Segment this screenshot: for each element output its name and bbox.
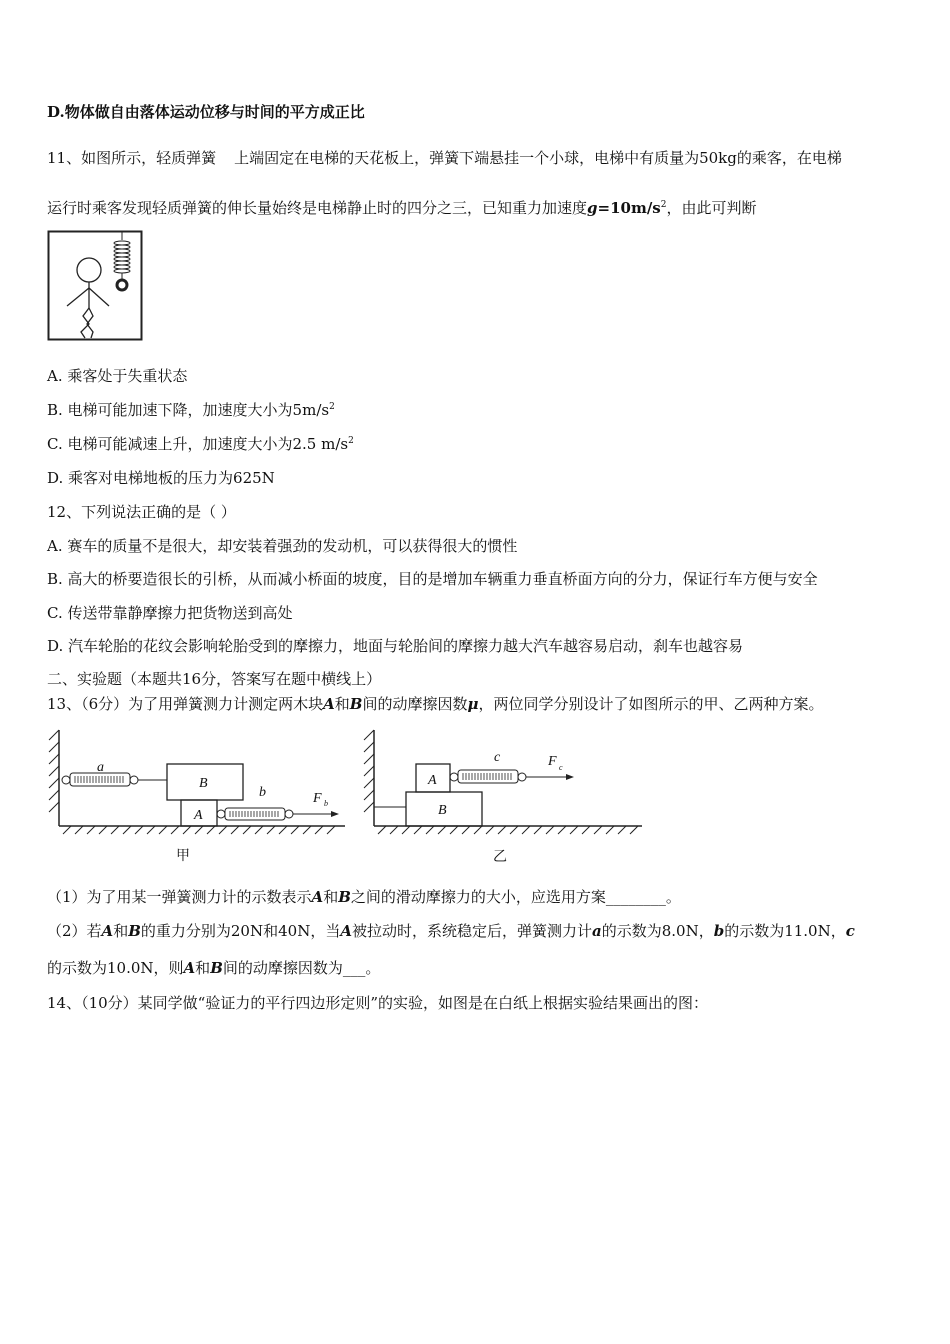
label-force-fc: F bbox=[548, 754, 557, 769]
label-block-a-yi: A bbox=[428, 773, 437, 788]
q11-option-b-sup: 2 bbox=[329, 402, 335, 412]
q13-2-text-c: 的重力分别为20N和40N，当 bbox=[140, 922, 341, 940]
q13-part-1 bbox=[47, 887, 681, 907]
label-force-fb: F bbox=[313, 791, 322, 806]
q11-text-a: 11、如图所示，轻质弹簧 bbox=[47, 149, 217, 167]
q13-B: B bbox=[349, 695, 363, 713]
q13-A: A bbox=[323, 695, 335, 713]
option-d-previous: D.物体做自由落体运动位移与时间的平方成正比 bbox=[47, 103, 365, 121]
caption-jia: 甲 bbox=[176, 848, 190, 864]
q13-text-a: 13、（6分）为了用弹簧测力计测定两木块 bbox=[47, 695, 324, 713]
q12-option-c: C. 传送带靠静摩擦力把货物送到高处 bbox=[47, 604, 293, 622]
q13-text-c: 间的动摩擦因数 bbox=[362, 695, 468, 713]
q13-2-text-a: （2）若 bbox=[47, 922, 102, 940]
question-13 bbox=[47, 694, 824, 714]
q13-3-text-a: 的示数为10.0N，则 bbox=[47, 959, 184, 977]
caption-yi: 乙 bbox=[493, 849, 507, 865]
label-force-fc-sub: c bbox=[559, 763, 563, 772]
q13-2-text-d: 被拉动时，系统稳定后，弹簧测力计 bbox=[351, 922, 592, 940]
q13-text-d: ，两位同学分别设计了如图所示的甲、乙两种方案。 bbox=[478, 695, 824, 713]
label-spring-c: c bbox=[494, 750, 501, 765]
q11-g-value: =10m/s bbox=[597, 199, 661, 217]
q13-2-text-b: 和 bbox=[113, 922, 129, 940]
q13-3-text-c: 间的动摩擦因数为___。 bbox=[222, 959, 381, 977]
q13-1-B: B bbox=[338, 888, 351, 906]
q11-option-b bbox=[47, 400, 335, 420]
q11-option-d: D. 乘客对电梯地板的压力为625N bbox=[47, 469, 275, 487]
elevator-spring-figure bbox=[47, 230, 147, 342]
label-block-b-jia: B bbox=[199, 776, 208, 791]
label-spring-a: a bbox=[97, 760, 104, 775]
q13-1-text-a: （1）为了用某一弹簧测力计的示数表示 bbox=[47, 888, 312, 906]
q13-text-b: 和 bbox=[334, 695, 350, 713]
q13-2-B: B bbox=[128, 922, 141, 940]
q12-option-d: D. 汽车轮胎的花纹会影响轮胎受到的摩擦力，地面与轮胎间的摩擦力越大汽车越容易启动，刹车也越容易 bbox=[47, 637, 744, 655]
label-block-a-jia: A bbox=[194, 808, 203, 823]
q11-option-c-sup: 2 bbox=[348, 436, 354, 446]
question-11-line-1 bbox=[47, 148, 842, 168]
q13-part-2-line-2 bbox=[47, 958, 380, 978]
q13-1-A: A bbox=[311, 888, 324, 906]
q13-mu: μ bbox=[467, 695, 479, 713]
q13-2-c: c bbox=[845, 922, 855, 940]
q11-option-c bbox=[47, 434, 354, 454]
label-spring-b: b bbox=[259, 785, 266, 800]
q13-3-A: A bbox=[183, 959, 196, 977]
q11-option-c-text: C. 电梯可能减速上升，加速度大小为2.5 m/s bbox=[47, 435, 349, 453]
label-force-fb-sub: b bbox=[324, 799, 328, 808]
section-2-heading: 二、实验题（本题共16分，答案写在题中横线上） bbox=[47, 670, 382, 688]
q11-text-c: 运行时乘客发现轻质弹簧的伸长量始终是电梯静止时的四分之三，已知重力加速度 bbox=[47, 199, 588, 217]
q13-2-A: A bbox=[101, 922, 114, 940]
q11-sup: 2 bbox=[660, 200, 667, 210]
q13-2-text-f: 的示数为11.0N， bbox=[724, 922, 846, 940]
q13-2-A2: A bbox=[340, 922, 352, 940]
q13-2-text-e: 的示数为8.0N， bbox=[601, 922, 714, 940]
scheme-jia-figure bbox=[47, 728, 347, 840]
q13-1-text-c: 之间的滑动摩擦力的大小，应选用方案________。 bbox=[350, 888, 681, 906]
q11-text-b: 上端固定在电梯的天花板上，弹簧下端悬挂一个小球，电梯中有质量为50kg的乘客，在电梯 bbox=[234, 149, 842, 167]
q13-1-text-b: 和 bbox=[323, 888, 339, 906]
q12-option-b: B. 高大的桥要造很长的引桥，从而减小桥面的坡度，目的是增加车辆重力垂直桥面方向的分力，保证行车方便与安全 bbox=[47, 570, 818, 588]
q13-3-B: B bbox=[210, 959, 223, 977]
q13-part-2-line-1 bbox=[47, 921, 855, 941]
question-14: 14、（10分）某同学做“验证力的平行四边形定则”的实验，如图是在白纸上根据实验结果画出的图： bbox=[47, 994, 709, 1012]
q11-text-e: ，由此可判断 bbox=[666, 199, 757, 217]
question-11-line-2 bbox=[47, 198, 757, 218]
q11-option-a: A. 乘客处于失重状态 bbox=[47, 367, 188, 385]
label-block-b-yi: B bbox=[438, 803, 447, 818]
question-12: 12、下列说法正确的是（ ） bbox=[47, 503, 236, 521]
q13-2-b: b bbox=[713, 922, 725, 940]
scheme-yi-figure bbox=[362, 728, 644, 840]
q13-2-a: a bbox=[591, 922, 602, 940]
q12-option-a: A. 赛车的质量不是很大，却安装着强劲的发动机，可以获得很大的惯性 bbox=[47, 537, 518, 555]
q11-g: g bbox=[587, 199, 598, 217]
q11-option-b-text: B. 电梯可能加速下降，加速度大小为5m/s bbox=[47, 401, 330, 419]
q13-3-text-b: 和 bbox=[195, 959, 211, 977]
